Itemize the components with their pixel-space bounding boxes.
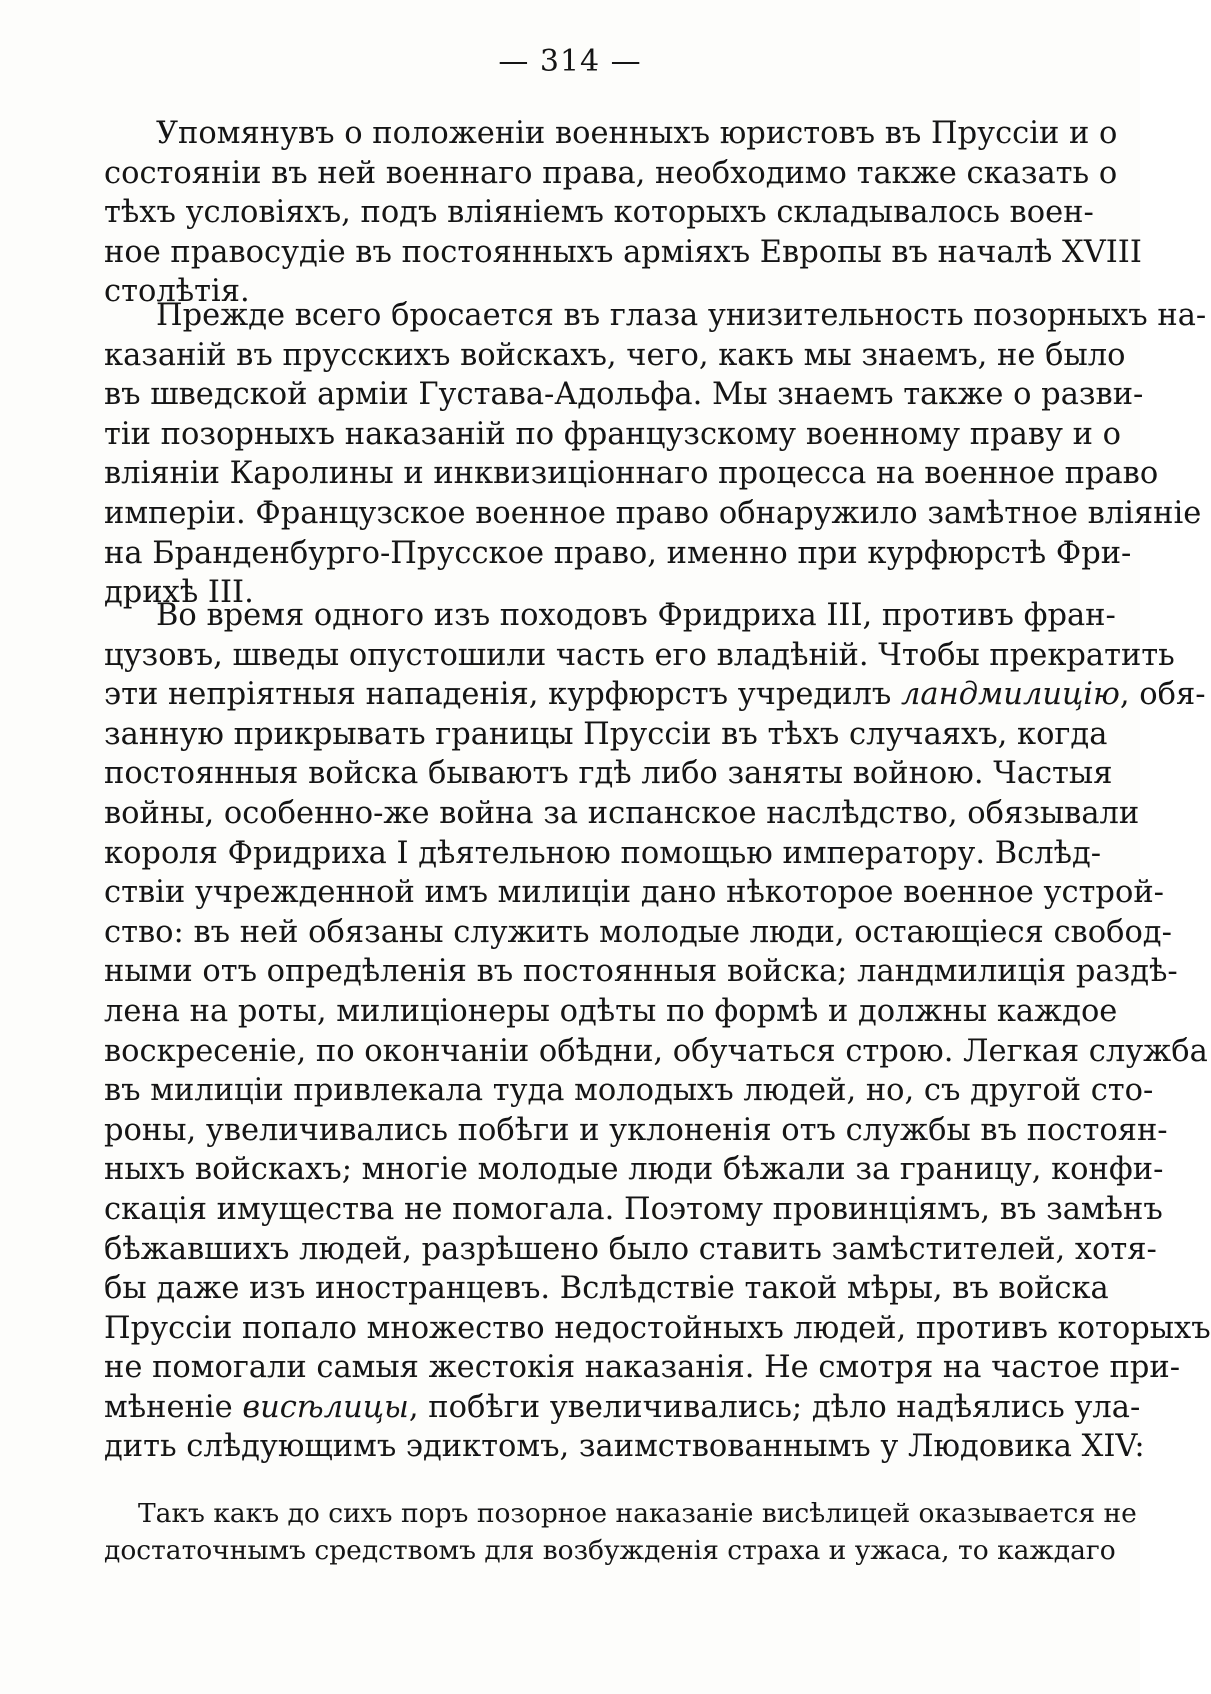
text-line: ство: въ ней обязаны служить молодые люди, остающіеся свобод- [104,914,1172,950]
text-line: ными отъ опредѣленія въ постоянныя войска; ландмилиція раздѣ- [104,954,1178,990]
text-line: дить слѣдующимъ эдиктомъ, заимствованнымъ у Людовика XIV: [104,1429,1145,1465]
page-number: — 314 — [498,44,642,79]
text-line: мѣненіе висѣлицы, побѣги увеличивались; дѣло надѣялись ула- [104,1389,1141,1425]
text-line: не помогали самыя жестокія наказанія. Не смотря на частое при- [104,1350,1181,1386]
paragraph-3 [104,596,1211,1467]
text-line: Такъ какъ до сихъ поръ позорное наказаніе висѣлицей оказывается не [138,1498,1137,1529]
text-line: столѣтія. [104,274,250,310]
text-line: войны, особенно-же война за испанское наслѣдство, обязывали [104,795,1140,831]
text-line: эти непріятныя нападенія, курфюрстъ учредилъ ландмилицію, обя- [104,677,1206,713]
text-line: постоянныя войска бываютъ гдѣ либо заняты войною. Частыя [104,756,1113,792]
text-line: достаточнымъ средствомъ для возбужденія страха и ужаса, то каждаго [104,1534,1116,1566]
text-line: ное правосудіе въ постоянныхъ арміяхъ Европы въ началѣ XVIII [104,234,1142,270]
text-line: короля Фридриха I дѣятельною помощью императору. Вслѣд- [104,835,1102,871]
text-line: лена на роты, милиціонеры одѣты по формѣ и должны каждое [104,993,1118,1029]
paragraph-2 [104,296,1207,613]
text-line: Прежде всего бросается въ глаза унизительность позорныхъ на- [156,298,1207,333]
text-line: воскресеніе, по окончаніи обѣдни, обучаться строю. Легкая служба [104,1033,1208,1069]
text-line: состояніи въ ней военнаго права, необходимо также сказать о [104,155,1118,191]
text-line: занную прикрывать границы Пруссіи въ тѣхъ случаяхъ, когда [104,716,1108,752]
text-line: Пруссіи попало множество недостойныхъ людей, противъ которыхъ [104,1310,1211,1346]
text-line: Упомянувъ о положеніи военныхъ юристовъ въ Пруссіи и о [156,116,1118,151]
italic-term-landmilitia: ландмилицію [901,677,1120,713]
text-line: тѣхъ условіяхъ, подъ вліяніемъ которыхъ складывалось воен- [104,195,1094,231]
text-line: цузовъ, шведы опустошили часть его владѣній. Чтобы прекратить [104,637,1175,673]
text-line: дрихѣ III. [104,575,254,611]
text-line: ствіи учрежденной имъ милиціи дано нѣкоторое военное устрой- [104,875,1164,911]
text-line: въ шведской арміи Густава-Адольфа. Мы знаемъ также о разви- [104,377,1144,413]
text-line: тіи позорныхъ наказаній по французскому военному праву и о [104,416,1122,452]
text-line: роны, увеличивались побѣги и уклоненія отъ службы въ постоян- [104,1112,1168,1148]
text-line: въ милиціи привлекала туда молодыхъ людей, но, съ другой сто- [104,1073,1154,1109]
text-line: скація имущества не помогала. Поэтому провинціямъ, въ замѣнъ [104,1191,1163,1227]
text-line: казаній въ прусскихъ войскахъ, чего, какъ мы знаемъ, не было [104,337,1126,373]
text-line: вліяніи Каролины и инквизиціоннаго процесса на военное право [104,456,1159,492]
italic-term-gallows: висѣлицы [242,1389,409,1425]
text-line: Во время одного изъ походовъ Фридриха III, противъ фран- [156,598,1116,633]
edict-quote [104,1496,1137,1569]
paragraph-1 [104,114,1142,312]
text-line: имперіи. Французское военное право обнаружило замѣтное вліяніе [104,495,1202,531]
text-line: бѣжавшихъ людей, разрѣшено было ставить замѣстителей, хотя- [104,1231,1157,1267]
text-line: бы даже изъ иностранцевъ. Вслѣдствіе такой мѣры, въ войска [104,1271,1109,1307]
text-line: ныхъ войскахъ; многіе молодые люди бѣжали за границу, конфи- [104,1152,1164,1188]
text-line: на Бранденбурго-Прусское право, именно при курфюрстѣ Фри- [104,535,1132,571]
